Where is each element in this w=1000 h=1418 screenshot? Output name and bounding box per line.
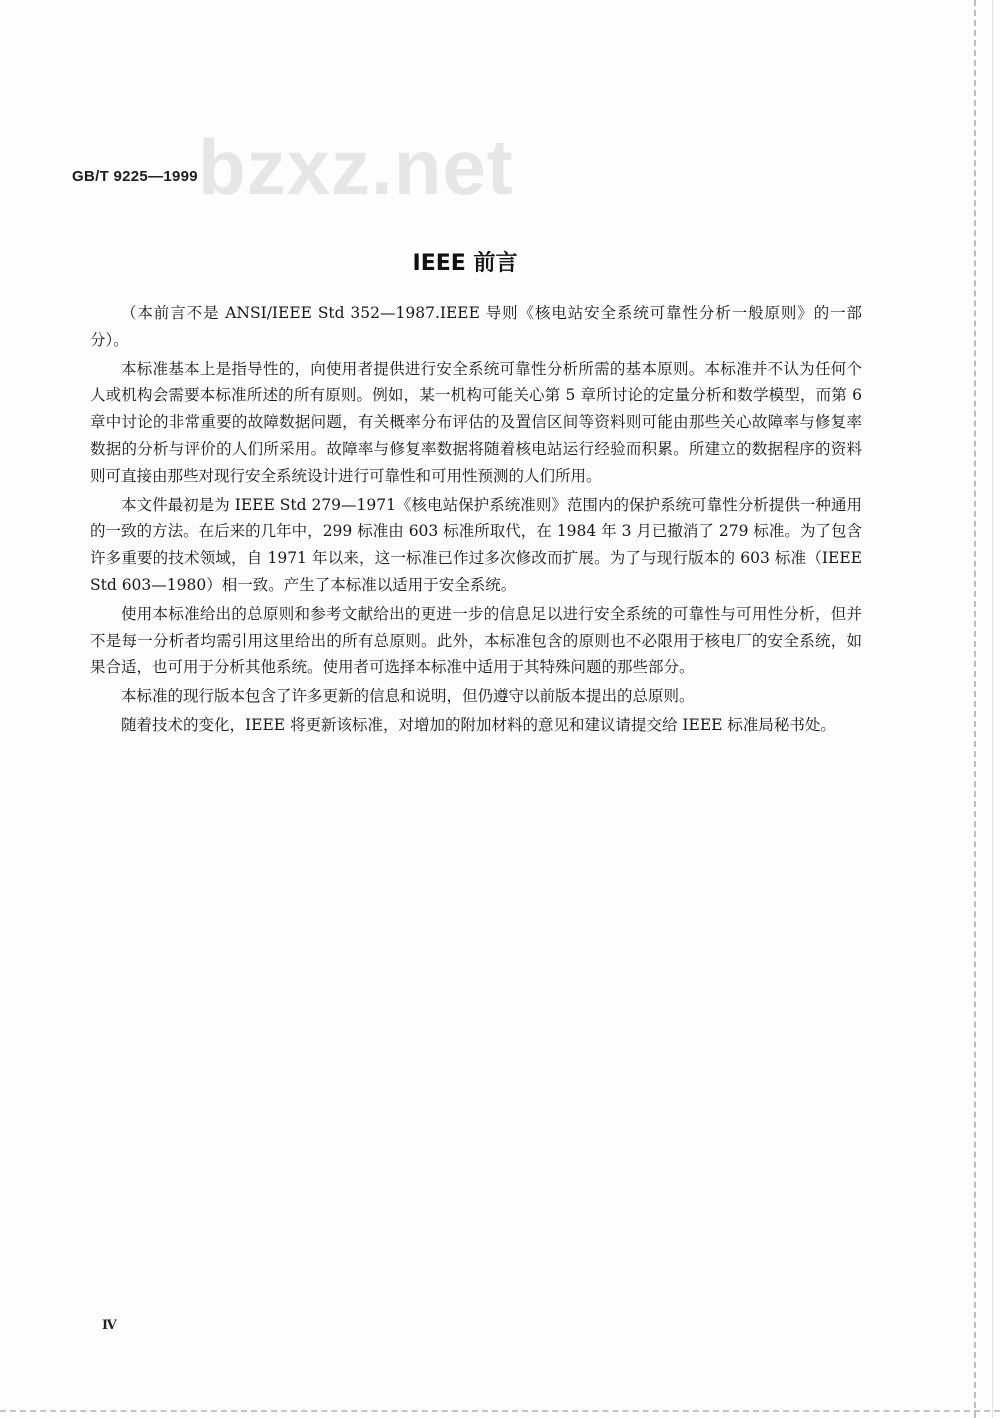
scan-edge-divider [0, 1410, 1000, 1412]
standard-number: GB/T 9225—1999 [72, 168, 198, 185]
paragraph: 本标准的现行版本包含了许多更新的信息和说明，但仍遵守以前版本提出的总原则。 [121, 687, 695, 706]
page-number: Ⅳ [102, 1318, 117, 1333]
scan-edge-divider [992, 0, 993, 1418]
paragraph: 本文件最初是为 IEEE Std 279—1971《核电站保护系统准则》范围内的保护系统可靠性分析提供一种通用的一致的方法。在后来的几年中，299 标准由 603 标准所取代，在 1984 年 3 月已撤消了 279 标准。为了包含许多重要的技术领域，自 1971 年以来，这一标准已作过多次修改而扩展。为了与现行版本的 603 标准（IEEE Std 603—1980）相一致。产生了本标准以适用于安全系统。 [90, 495, 862, 594]
body-text [90, 300, 862, 741]
paragraph: （本前言不是 ANSI/IEEE Std 352—1987.IEEE 导则《核电站安全系统可靠性分析一般原则》的一部分）。 [90, 304, 862, 349]
scan-edge-divider [974, 0, 976, 1418]
paragraph: 本标准基本上是指导性的，向使用者提供进行安全系统可靠性分析所需的基本原则。本标准并不认为任何个人或机构会需要本标准所述的所有原则。例如，某一机构可能关心第 5 章所讨论的定量分析和数学模型，而第 6 章中讨论的非常重要的故障数据问题，有关概率分布评估的及置信区间等资料则可能由那些关心故障率与修复率数据的分析与评价的人们所采用。故障率与修复率数据将随着核电站运行经验而积累。所建立的数据程序的资料则可直接由那些对现行安全系统设计进行可靠性和可用性预测的人们所用。 [90, 359, 862, 485]
watermark: bzxz.net [198, 123, 514, 211]
paragraph: 使用本标准给出的总原则和参考文献给出的更进一步的信息足以进行安全系统的可靠性与可用性分析，但并不是每一分析者均需引用这里给出的所有总原则。此外，本标准包含的原则也不必限用于核电厂的安全系统，如果合适，也可用于分析其他系统。使用者可选择本标准中适用于其特殊问题的那些部分。 [90, 604, 862, 677]
page-title: IEEE 前言 [412, 251, 518, 276]
paragraph: 随着技术的变化，IEEE 将更新该标准，对增加的附加材料的意见和建议请提交给 IEEE 标准局秘书处。 [121, 715, 836, 734]
